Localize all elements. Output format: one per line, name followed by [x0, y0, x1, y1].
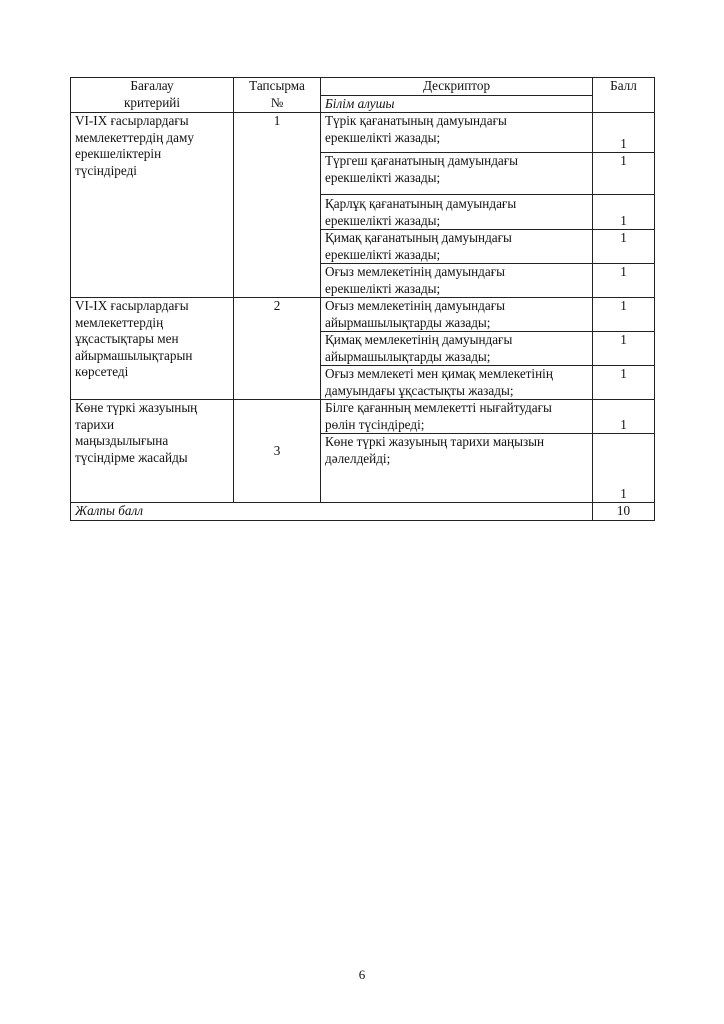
criterion-line: ерекшеліктерін: [75, 146, 162, 161]
header-criteria-line: Бағалау: [130, 78, 174, 93]
descriptor-line: ерекшелікті жазады;: [325, 280, 441, 296]
header-task-line: №: [270, 94, 284, 110]
descriptor-line: дәлелдейді;: [325, 450, 391, 466]
task-number: 2: [234, 298, 321, 400]
score-cell: 1: [593, 332, 655, 366]
descriptor-line: айырмашылықтарды жазады;: [325, 314, 491, 330]
descriptor-cell: [321, 400, 593, 434]
criterion-cell: [71, 298, 234, 400]
criterion-line: ұқсастықтары мен: [75, 331, 179, 346]
descriptor-line: Түргеш қағанатының дамуындағы: [325, 153, 519, 168]
score-cell: 1: [593, 113, 655, 153]
descriptor-cell: [321, 153, 593, 195]
descriptor-line: Оғыз мемлекетінің дамуындағы: [325, 264, 505, 279]
descriptor-line: ерекшелікті жазады;: [325, 246, 441, 262]
criterion-line: түсіндіреді: [75, 162, 137, 178]
score-cell: 1: [593, 366, 655, 400]
criterion-line: түсіндірме жасайды: [75, 449, 188, 465]
header-criteria-line: критерийі: [123, 94, 181, 110]
descriptor-line: рөлін түсіндіреді;: [325, 416, 425, 432]
descriptor-line: Оғыз мемлекетінің дамуындағы: [325, 298, 505, 313]
criterion-line: VI-IX ғасырлардағы: [75, 113, 189, 128]
criterion-line: маңыздылығына: [75, 433, 169, 448]
header-descriptor: Дескриптор: [321, 78, 593, 96]
criterion-line: мемлекеттердің даму: [75, 129, 194, 145]
header-score: Балл: [593, 78, 655, 113]
page-number: 6: [358, 967, 366, 982]
score-cell: 1: [593, 230, 655, 264]
header-learner: Білім алушы: [321, 95, 593, 113]
descriptor-line: Қимақ мемлекетінің дамуындағы: [325, 332, 513, 347]
descriptor-line: ерекшелікті жазады;: [325, 129, 441, 145]
total-score: 10: [593, 503, 655, 521]
descriptor-cell: [321, 434, 593, 503]
criterion-cell: [71, 400, 234, 503]
descriptor-line: Қимақ қағанатының дамуындағы: [325, 230, 512, 245]
task-number: 1: [234, 113, 321, 298]
score-cell: 1: [593, 400, 655, 434]
criterion-line: Көне түркі жазуының: [75, 400, 198, 415]
descriptor-cell: [321, 230, 593, 264]
criterion-cell: [71, 113, 234, 298]
criterion-line: мемлекеттердің: [75, 314, 164, 330]
descriptor-cell: [321, 113, 593, 153]
descriptor-cell: [321, 332, 593, 366]
score-cell: 1: [593, 195, 655, 230]
criterion-line: көрсетеді: [75, 364, 129, 379]
descriptor-line: ерекшелікті жазады;: [325, 212, 441, 228]
criterion-line: VI-IX ғасырлардағы: [75, 298, 189, 313]
descriptor-cell: [321, 195, 593, 230]
score-cell: 1: [593, 153, 655, 195]
descriptor-cell: [321, 264, 593, 298]
score-cell: 1: [593, 264, 655, 298]
descriptor-line: Түрік қағанатының дамуындағы: [325, 113, 507, 128]
descriptor-cell: [321, 366, 593, 400]
descriptor-cell: [321, 298, 593, 332]
score-cell: 1: [593, 434, 655, 503]
criterion-line: айырмашылықтарын: [75, 347, 193, 363]
task-number: 3: [234, 400, 321, 503]
header-task-line: Тапсырма: [249, 78, 305, 93]
header-criteria: [71, 78, 234, 113]
score-cell: 1: [593, 298, 655, 332]
criterion-line: тарихи: [75, 416, 115, 432]
descriptor-line: ерекшелікті жазады;: [325, 169, 441, 185]
descriptor-line: Көне түркі жазуының тарихи маңызын: [325, 434, 545, 449]
descriptor-line: Білге қағанның мемлекетті нығайтудағы: [325, 400, 552, 415]
descriptor-line: Оғыз мемлекеті мен қимақ мемлекетінің: [325, 366, 553, 381]
descriptor-line: Қарлұқ қағанатының дамуындағы: [325, 196, 517, 211]
total-label: Жалпы балл: [71, 503, 593, 521]
descriptor-line: дамуындағы ұқсастықты жазады;: [325, 382, 514, 398]
descriptor-line: айырмашылықтарды жазады;: [325, 348, 491, 364]
header-task: [234, 78, 321, 113]
assessment-table: [70, 77, 655, 521]
